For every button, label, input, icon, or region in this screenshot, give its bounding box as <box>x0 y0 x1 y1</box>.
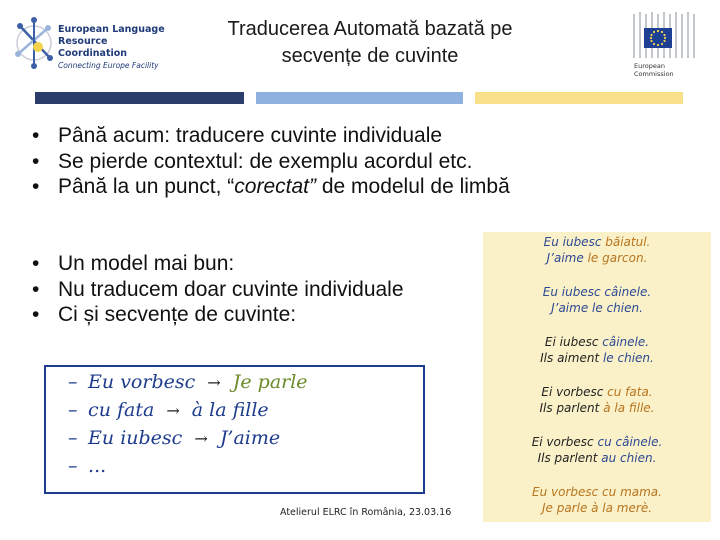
example-fr-part: le garcon. <box>587 251 648 265</box>
example-fr <box>483 350 711 366</box>
example-fr-part: J’aime <box>551 301 593 315</box>
logo-line2: Resource Coordination <box>58 36 128 59</box>
example-ro <box>483 234 711 250</box>
handwritten-row <box>68 399 269 421</box>
example-ro-part: băiatul. <box>605 235 651 249</box>
handwritten-examples-box <box>44 365 425 494</box>
example-fr-part: le chien. <box>602 351 654 365</box>
header-bar-dark <box>35 92 244 104</box>
example-fr <box>483 250 711 266</box>
bullet-text: Până acum: traducere cuvinte individuale <box>58 124 443 147</box>
handwritten-row <box>68 455 106 477</box>
example-fr-part: à la fille. <box>603 401 655 415</box>
logo-tagline: Connecting Europe Facility <box>58 61 159 70</box>
example-ro-part: Eu vorbesc cu mama. <box>532 485 662 499</box>
example-ro <box>483 484 711 500</box>
example-fr-part: Je parle à la merè. <box>541 501 653 515</box>
example-ro <box>483 434 711 450</box>
dash: – <box>68 427 78 449</box>
bullet-list-top <box>30 123 590 200</box>
example-pair <box>483 434 711 466</box>
elrc-logo-text <box>58 24 168 72</box>
example-ro <box>483 334 711 350</box>
logo-line1: European Language <box>58 24 165 35</box>
ec-line2: Commission <box>634 70 674 78</box>
bullet-item: • Ci și secvențe de cuvinte: <box>30 302 470 328</box>
ec-logo-text <box>634 62 694 78</box>
handwritten-target: Je parle <box>232 371 308 393</box>
example-fr <box>483 300 711 316</box>
arrow-icon: → <box>207 373 221 392</box>
handwritten-source: Eu iubesc <box>88 427 183 449</box>
example-fr <box>483 400 711 416</box>
bullet-text: Până la un punct, “ <box>58 175 235 198</box>
dash: – <box>68 371 78 393</box>
slide-footer: Atelierul ELRC în România, 23.03.16 <box>280 507 452 518</box>
arrow-icon: → <box>194 429 208 448</box>
example-ro-part: cu câinele. <box>597 435 663 449</box>
elrc-network-icon <box>15 17 53 69</box>
example-ro-part: cu fata. <box>607 385 653 399</box>
example-ro <box>483 284 711 300</box>
example-fr <box>483 500 711 516</box>
slide-title: Traducerea Automată bazată pe secvențe de cuvinte <box>227 18 513 67</box>
handwritten-target: à la fille <box>191 399 269 421</box>
example-pair <box>483 334 711 366</box>
bullet-item: • Un model mai bun: <box>30 251 470 277</box>
example-fr-part: Ils parlent <box>539 401 604 415</box>
example-ro-part: Eu iubesc <box>543 235 606 249</box>
example-pair <box>483 234 711 266</box>
bullet-item: • Nu traducem doar cuvinte individuale <box>30 277 470 303</box>
dash: – <box>68 399 78 421</box>
example-pair <box>483 484 711 516</box>
handwritten-source: Eu vorbesc <box>88 371 196 393</box>
ec-line1: European <box>634 62 665 70</box>
bullet-list-bottom <box>30 251 470 328</box>
handwritten-target: J’aime <box>219 427 281 449</box>
handwritten-row <box>68 427 280 449</box>
example-fr-part: Ils parlent <box>537 451 602 465</box>
handwritten-row <box>68 371 308 393</box>
example-ro-part: Ei iubesc <box>544 335 603 349</box>
example-fr-part: J’aime <box>546 251 588 265</box>
example-fr-part: au chien. <box>601 451 657 465</box>
example-ro-part: câinele. <box>602 335 650 349</box>
bullet-text: de modelul de limbă <box>316 175 510 198</box>
example-ro-part: Ei vorbesc <box>541 385 608 399</box>
bullet-item <box>30 123 590 149</box>
bullet-emphasis: corectat” <box>234 175 316 198</box>
header-bar-yellow <box>475 92 683 104</box>
example-fr <box>483 450 711 466</box>
bullet-item <box>30 174 590 200</box>
example-fr-part: Ils aiment <box>540 351 603 365</box>
handwritten-source: ... <box>88 455 107 477</box>
example-ro <box>483 384 711 400</box>
examples-panel <box>483 232 711 522</box>
header-bar-light <box>256 92 463 104</box>
handwritten-source: cu fata <box>88 399 155 421</box>
example-ro-part: Eu iubesc <box>542 285 605 299</box>
example-ro-part: Ei vorbesc <box>531 435 598 449</box>
example-pair <box>483 284 711 316</box>
bullet-item <box>30 149 590 175</box>
example-fr-part: le chien. <box>592 301 643 315</box>
example-pair <box>483 384 711 416</box>
bullet-text: Se pierde contextul: de exemplu acordul etc. <box>58 149 473 173</box>
arrow-icon: → <box>166 401 180 420</box>
dash: – <box>68 455 78 477</box>
example-ro-part: câinele. <box>604 285 652 299</box>
